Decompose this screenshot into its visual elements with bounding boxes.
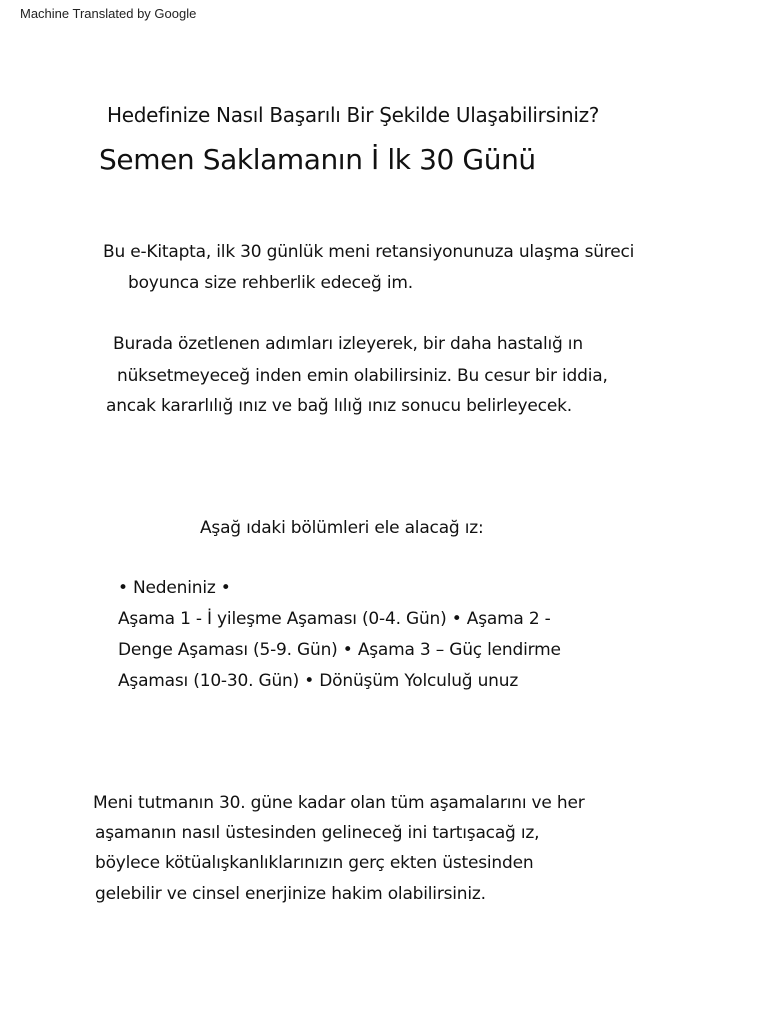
list-item: Aşaması (10-30. Gün) • Dönüşüm Yolculuğ unuz <box>118 671 519 691</box>
paragraph-line: nüksetmeyeceğ inden emin olabilirsiniz. Bu cesur bir iddia, <box>117 366 608 386</box>
paragraph-line: ancak kararlılığ ınız ve bağ lılığ ınız sonucu belirleyecek. <box>106 396 572 416</box>
paragraph-line: boyunca size rehberlik edeceğ im. <box>128 273 413 293</box>
document-subtitle: Hedefinize Nasıl Başarılı Bir Şekilde Ulaşabilirsiniz? <box>107 103 600 127</box>
list-item: Aşama 1 - İ yileşme Aşaması (0-4. Gün) • Aşama 2 - <box>118 609 551 629</box>
paragraph-line: Meni tutmanın 30. güne kadar olan tüm aşamalarını ve her <box>93 793 585 813</box>
machine-translation-banner: Machine Translated by Google <box>20 6 197 21</box>
paragraph-line: aşamanın nasıl üstesinden gelineceğ ini tartışacağ ız, <box>95 823 540 843</box>
document-title: Semen Saklamanın İ lk 30 Günü <box>99 143 536 176</box>
paragraph-line: Burada özetlenen adımları izleyerek, bir daha hastalığ ın <box>113 334 583 354</box>
list-item: • Nedeniniz • <box>118 578 231 598</box>
sections-heading: Aşağ ıdaki bölümleri ele alacağ ız: <box>200 518 484 538</box>
paragraph-line: gelebilir ve cinsel enerjinize hakim olabilirsiniz. <box>95 884 486 904</box>
paragraph-line: Bu e-Kitapta, ilk 30 günlük meni retansiyonunuza ulaşma süreci <box>103 242 635 262</box>
paragraph-line: böylece kötüalışkanlıklarınızın gerç ekten üstesinden <box>95 853 534 873</box>
list-item: Denge Aşaması (5-9. Gün) • Aşama 3 – Güç lendirme <box>118 640 561 660</box>
